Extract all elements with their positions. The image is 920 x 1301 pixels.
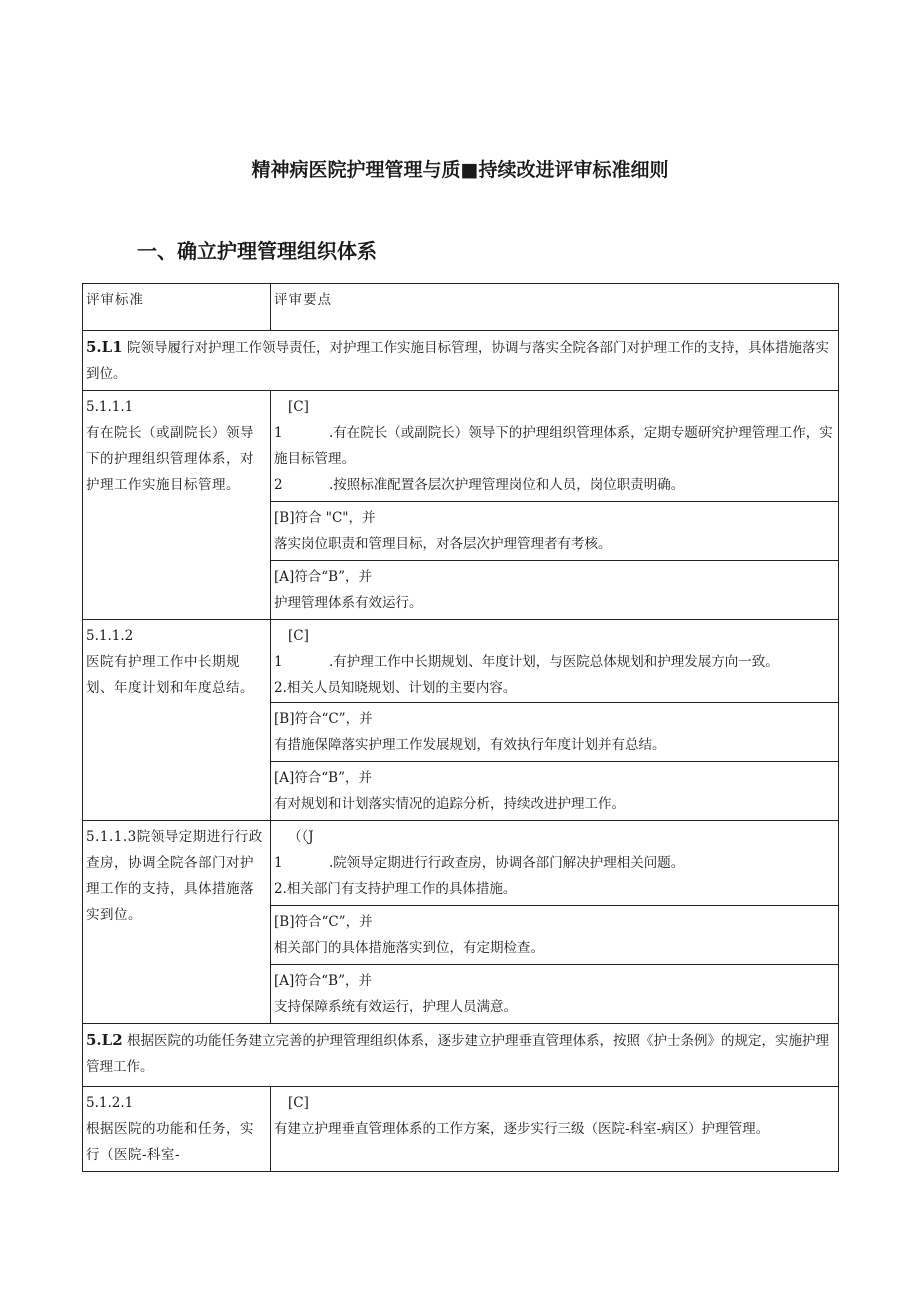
point-number: 1 — [274, 855, 283, 871]
level-b-cell — [271, 906, 839, 965]
review-standards-table — [82, 283, 839, 1172]
criterion-cell — [83, 391, 271, 620]
section-text: 根据医院的功能任务建立完善的护理管理组织体系，逐步建立护理垂直管理体系，按照《护士条例》的规定，实施护理管理工作。 — [86, 1033, 829, 1075]
level-b-text: 有措施保障落实护理工作发展规划，有效执行年度计划并有总结。 — [274, 737, 666, 753]
criterion-text: 院领导定期进行行政查房，协调全院各部门对护理工作的支持，具体措施落实到位。 — [86, 829, 263, 923]
table-row — [83, 391, 839, 502]
section-title: 一、确立护理管理组织体系 — [137, 239, 377, 263]
point-text: 有建立护理垂直管理体系的工作方案，逐步实行三级（医院-科室-病区）护理管理。 — [274, 1121, 770, 1137]
criterion-text: 根据医院的功能和任务，实行（医院-科室- — [86, 1121, 254, 1163]
point-number: 2 — [274, 477, 283, 493]
point-text: .有护理工作中长期规划、年度计划，与医院总体规划和护理发展方向一致。 — [329, 654, 779, 670]
level-b-text: 相关部门的具体措施落实到位，有定期检查。 — [274, 940, 544, 956]
table-row — [83, 821, 839, 906]
criterion-id: 5.1.1.3 — [86, 829, 137, 845]
criterion-cell — [83, 1087, 271, 1172]
level-c-label: （（J — [288, 829, 314, 845]
level-b-label: [B]符合“C”，并 — [274, 711, 373, 727]
table-header-row — [83, 284, 839, 331]
criterion-text: 有在院长（或副院长）领导下的护理组织管理体系，对护理工作实施目标管理。 — [86, 425, 254, 493]
section-cell — [83, 331, 839, 391]
point-text: .院领导定期进行行政查房，协调各部门解决护理相关问题。 — [329, 855, 685, 871]
section-code: 5.L1 — [86, 338, 123, 356]
point-text-truncated: 2.相关人员知晓规划、计划的主要内容。 — [274, 680, 517, 695]
section-text: 院领导履行对护理工作领导责任，对护理工作实施目标管理，协调与落实全院各部门对护理工作的支持，具体措施落实到位。 — [86, 340, 829, 382]
level-c-cell — [271, 821, 839, 906]
criterion-id: 5.1.1.2 — [86, 628, 134, 644]
level-b-text: 落实岗位职责和管理目标，对各层次护理管理者有考核。 — [274, 536, 612, 552]
header-criterion: 评审标准 — [83, 284, 271, 331]
header-key-points: 评审要点 — [271, 284, 839, 331]
level-a-text: 有对规划和计划落实情况的追踪分析，持续改进护理工作。 — [274, 796, 625, 812]
level-c-label: [C] — [288, 1095, 309, 1111]
level-a-label: [A]符合“B”，并 — [274, 770, 373, 786]
level-c-cell — [271, 620, 839, 703]
section-row — [83, 331, 839, 391]
point-number: 1 — [274, 425, 283, 441]
level-b-cell — [271, 703, 839, 762]
level-c-label: [C] — [288, 628, 309, 644]
point-text: .有在院长（或副院长）领导下的护理组织管理体系，定期专题研究护理管理工作，实施目标管理。 — [274, 425, 833, 467]
level-c-cell — [271, 391, 839, 502]
level-b-label: [B]符合“C”，并 — [274, 914, 373, 930]
section-row — [83, 1024, 839, 1087]
table-row — [83, 1087, 839, 1172]
point-text: 2.相关部门有支持护理工作的具体措施。 — [274, 881, 517, 897]
level-c-label: [C] — [288, 399, 309, 415]
document-title: 精神病医院护理管理与质■持续改进评审标准细则 — [251, 159, 669, 181]
level-a-cell — [271, 762, 839, 821]
level-a-label: [A]符合“B”，并 — [274, 973, 373, 989]
level-a-text: 支持保障系统有效运行，护理人员满意。 — [274, 999, 517, 1015]
criterion-id: 5.1.2.1 — [86, 1095, 134, 1111]
level-a-cell — [271, 965, 839, 1024]
level-a-cell — [271, 561, 839, 620]
level-c-cell — [271, 1087, 839, 1172]
point-text: .按照标准配置各层次护理管理岗位和人员，岗位职责明确。 — [329, 477, 685, 493]
table-row — [83, 620, 839, 703]
point-number: 1 — [274, 654, 283, 670]
level-b-cell — [271, 502, 839, 561]
section-cell — [83, 1024, 839, 1087]
section-code: 5.L2 — [86, 1031, 123, 1049]
criterion-text: 医院有护理工作中长期规划、年度计划和年度总结。 — [86, 654, 254, 696]
criterion-cell — [83, 620, 271, 821]
criterion-cell — [83, 821, 271, 1024]
level-b-label: [B]符合 "C"，并 — [274, 510, 376, 526]
level-a-text: 护理管理体系有效运行。 — [274, 595, 423, 611]
criterion-id: 5.1.1.1 — [86, 399, 134, 415]
level-a-label: [A]符合“B”，并 — [274, 569, 373, 585]
